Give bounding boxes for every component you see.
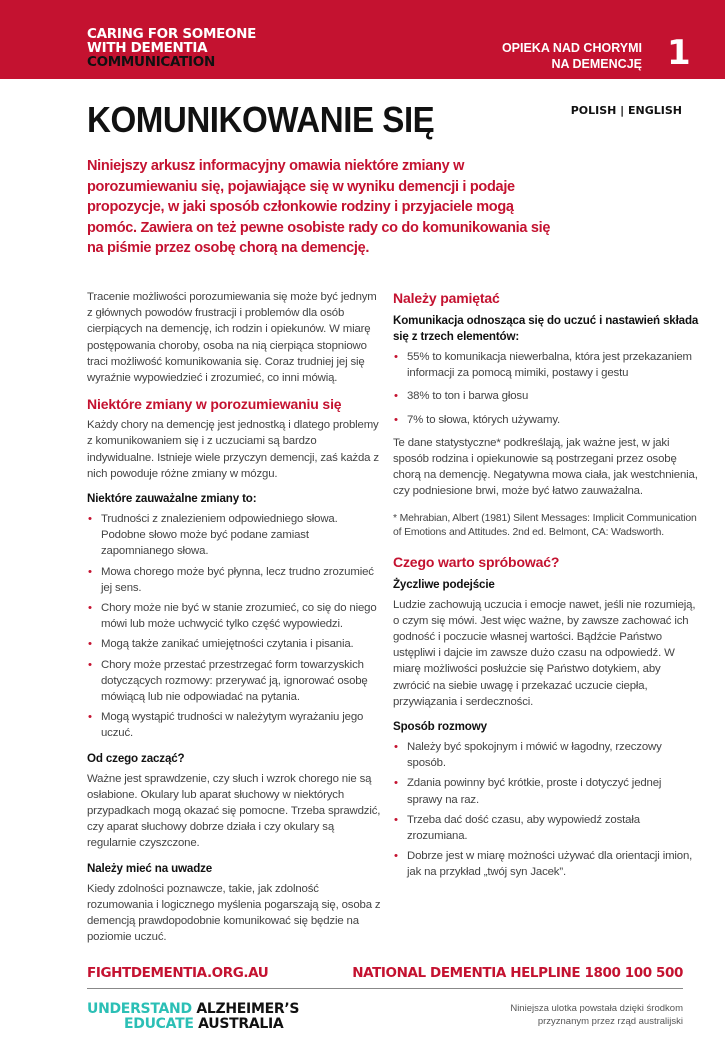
section-heading: Czego warto spróbować? bbox=[393, 553, 560, 570]
section-heading: Niektóre zmiany w porozumiewaniu się bbox=[87, 396, 342, 413]
website-link[interactable]: FIGHTDEMENTIA.ORG.AU bbox=[87, 964, 269, 981]
bullet-icon: • bbox=[394, 413, 398, 426]
list-item: • Dobrze jest w miarę możności używać dla orientacji imion, jak na przykład „twój syn Jacek”. bbox=[394, 850, 693, 879]
bullet-icon: • bbox=[88, 513, 92, 526]
subheading: Życzliwe podejście bbox=[393, 577, 495, 591]
bullet-icon: • bbox=[88, 658, 92, 671]
left-column bbox=[87, 289, 383, 955]
sheet-number: 1 bbox=[667, 33, 691, 73]
paragraph: Ważne jest sprawdzenie, czy słuch i wzrok chorego nie są osłabione. Okulary lub aparat słuchowy w niektórych przypadkach mogą okazać się pomocne. Trzeba sprawdzić, czy aparat słuchowy dobrze działa i czy okulary są regularnie czyszczone. bbox=[87, 772, 381, 850]
footer bbox=[87, 955, 683, 1062]
list-item: • Należy być spokojnym i mówić w łagodny, rzeczowy sposób. bbox=[394, 741, 662, 770]
funding-note: Niniejsza ulotka powstała dzięki środkom przyznanym przez rząd australijski bbox=[510, 1002, 683, 1027]
bullet-icon: • bbox=[88, 565, 92, 578]
list-item: • Chory może przestać przestrzegać form towarzyskich dotyczących rozmowy: przerywać ją, ignorować osobę mówiącą lub nie odpowiadać na pytania. bbox=[88, 658, 368, 704]
helpline: NATIONAL DEMENTIA HELPLINE 1800 100 500 bbox=[352, 964, 683, 981]
body-columns bbox=[0, 289, 725, 955]
bullet-icon: • bbox=[394, 351, 398, 363]
paragraph: Kiedy zdolności poznawcze, takie, jak zdolność rozumowania i logicznego myślenia pogarszają się, osoba z demencją prawdopodobnie komunikować się będzie na poziomie uczuć. bbox=[87, 882, 381, 944]
subheading: Od czego zacząć? bbox=[87, 751, 185, 765]
right-column bbox=[393, 289, 699, 888]
list-item: • Mogą wystąpić trudności w należytym wyrażaniu jego uczuć. bbox=[88, 711, 364, 740]
paragraph: Tracenie możliwości porozumiewania się może być jednym z głównych powodów frustracji i problemów dla osób cierpiących na demencję, ich rodzin i opiekunów. W miarę postępowania choroby, osoba na nią cierpiąca stopniowo traci możliwość komunikowania się. Coraz trudniej jej się wyraźnie wypowiedzieć i zrozumieć, co inni mówią. bbox=[87, 291, 377, 385]
list-item: • 55% to komunikacja niewerbalna, która jest przekazaniem informacji za pomocą mimiki, postawy i gestu bbox=[394, 351, 692, 380]
list-item: • Trzeba dać dość czasu, aby wypowiedź została zrozumiana. bbox=[394, 813, 640, 843]
paragraph: Każdy chory na demencję jest jednostką i dlatego problemy z komunikowaniem się i z uczuciami są bardzo indywidualne. Istnieje wiele przyczyn demencji, zaś każda z nich powoduje różne zmiany w mózgu. bbox=[87, 419, 379, 480]
list-item: • 7% to słowa, których używamy. bbox=[393, 412, 699, 428]
list-item: • Zdania powinny być krótkie, proste i dotyczyć jednej sprawy na raz. bbox=[394, 777, 662, 806]
section-heading: Należy pamiętać bbox=[393, 290, 500, 306]
bullet-icon: • bbox=[394, 777, 398, 790]
paragraph: Te dane statystyczne* podkreślają, jak ważne jest, w jaki sposób rodzina i opiekunowie są postrzegani przez osobę chorą na demencję. Negatywna mowa ciała, jak westchnienia, czy podniesione brwi, może być łatwo zauważalna. bbox=[393, 436, 698, 498]
bullet-icon: • bbox=[394, 813, 398, 826]
page-top bbox=[0, 0, 725, 289]
series-title: CARING FOR SOMEONE WITH DEMENTIA COMMUNICATION bbox=[87, 26, 257, 70]
alzheimers-australia-logo: UNDERSTAND ALZHEIMER’S EDUCATE AUSTRALIA bbox=[87, 1000, 300, 1032]
changes-list bbox=[87, 511, 383, 742]
footer-divider bbox=[87, 988, 683, 989]
subheading: Niektóre zauważalne zmiany to: bbox=[87, 492, 257, 506]
bullet-icon: • bbox=[88, 711, 92, 724]
list-item: • Mowa chorego może być płynna, lecz trudno zrozumieć jej sens. bbox=[88, 565, 374, 594]
list-item: • Trudności z znalezieniem odpowiedniego słowa. Podobne słowo może być podane zamiast zapomnianego słowa. bbox=[88, 513, 338, 558]
footer-bottom bbox=[87, 1002, 683, 1032]
bullet-icon: • bbox=[88, 638, 92, 651]
page-title: KOMUNIKOWANIE SIĘ bbox=[87, 99, 435, 140]
subheading: Należy mieć na uwadze bbox=[87, 861, 213, 875]
elements-list bbox=[393, 349, 699, 428]
list-item: • Mogą także zanikać umiejętności czytania i pisania. bbox=[87, 636, 383, 652]
bullet-icon: • bbox=[394, 390, 398, 403]
subheading: Sposób rozmowy bbox=[393, 720, 487, 734]
footer-links bbox=[87, 965, 683, 981]
list-item: • Chory może nie być w stanie zrozumieć, co się do niego mówi lub może uchwycić tylko część wypowiedzi. bbox=[88, 602, 377, 631]
header-banner bbox=[0, 0, 725, 79]
language-label: POLISH | ENGLISH bbox=[570, 104, 682, 117]
bullet-icon: • bbox=[394, 741, 398, 754]
intro-paragraph: Niniejszy arkusz informacyjny omawia niektóre zmiany w porozumiewaniu się, pojawiające się w wyniku demencji i podaje propozycje, w jaki sposób członkowie rodziny i przyjaciele mogą pomóc. Zawiera on też pewne osobiste rady co do komunikowania się na piśmie przez osobę chorą na demencję. bbox=[87, 158, 551, 256]
subheading: Komunikacja odnosząca się do uczuć i nastawień składa się z trzech elementów: bbox=[393, 314, 699, 343]
citation: * Mehrabian, Albert (1981) Silent Messages: Implicit Communication of Emotions and Attitudes. 2nd ed. Belmont, CA: Wadsworth. bbox=[393, 512, 697, 539]
bullet-icon: • bbox=[88, 602, 92, 615]
talk-list bbox=[393, 739, 699, 881]
polish-series-title: OPIEKA NAD CHORYMI NA DEMENCJĘ bbox=[501, 41, 642, 71]
list-item: • 38% to ton i barwa głosu bbox=[393, 388, 699, 404]
paragraph: Ludzie zachowują uczucia i emocje nawet, jeśli nie rozumieją, o czym się mówi. Jest więc ważne, by zawsze zachować ich godność i poczucie własnej wartości. Bądźcie Państwo ustępliwi i dajcie im zawsze dużo czasu na odpowiedź. W miarę możliwości posłużcie się Państwo dotykiem, aby zwrócić na siebie uwagę i przekazać uczucie ciepła, przywiązania i serdeczności. bbox=[393, 598, 696, 708]
bullet-icon: • bbox=[394, 850, 398, 863]
